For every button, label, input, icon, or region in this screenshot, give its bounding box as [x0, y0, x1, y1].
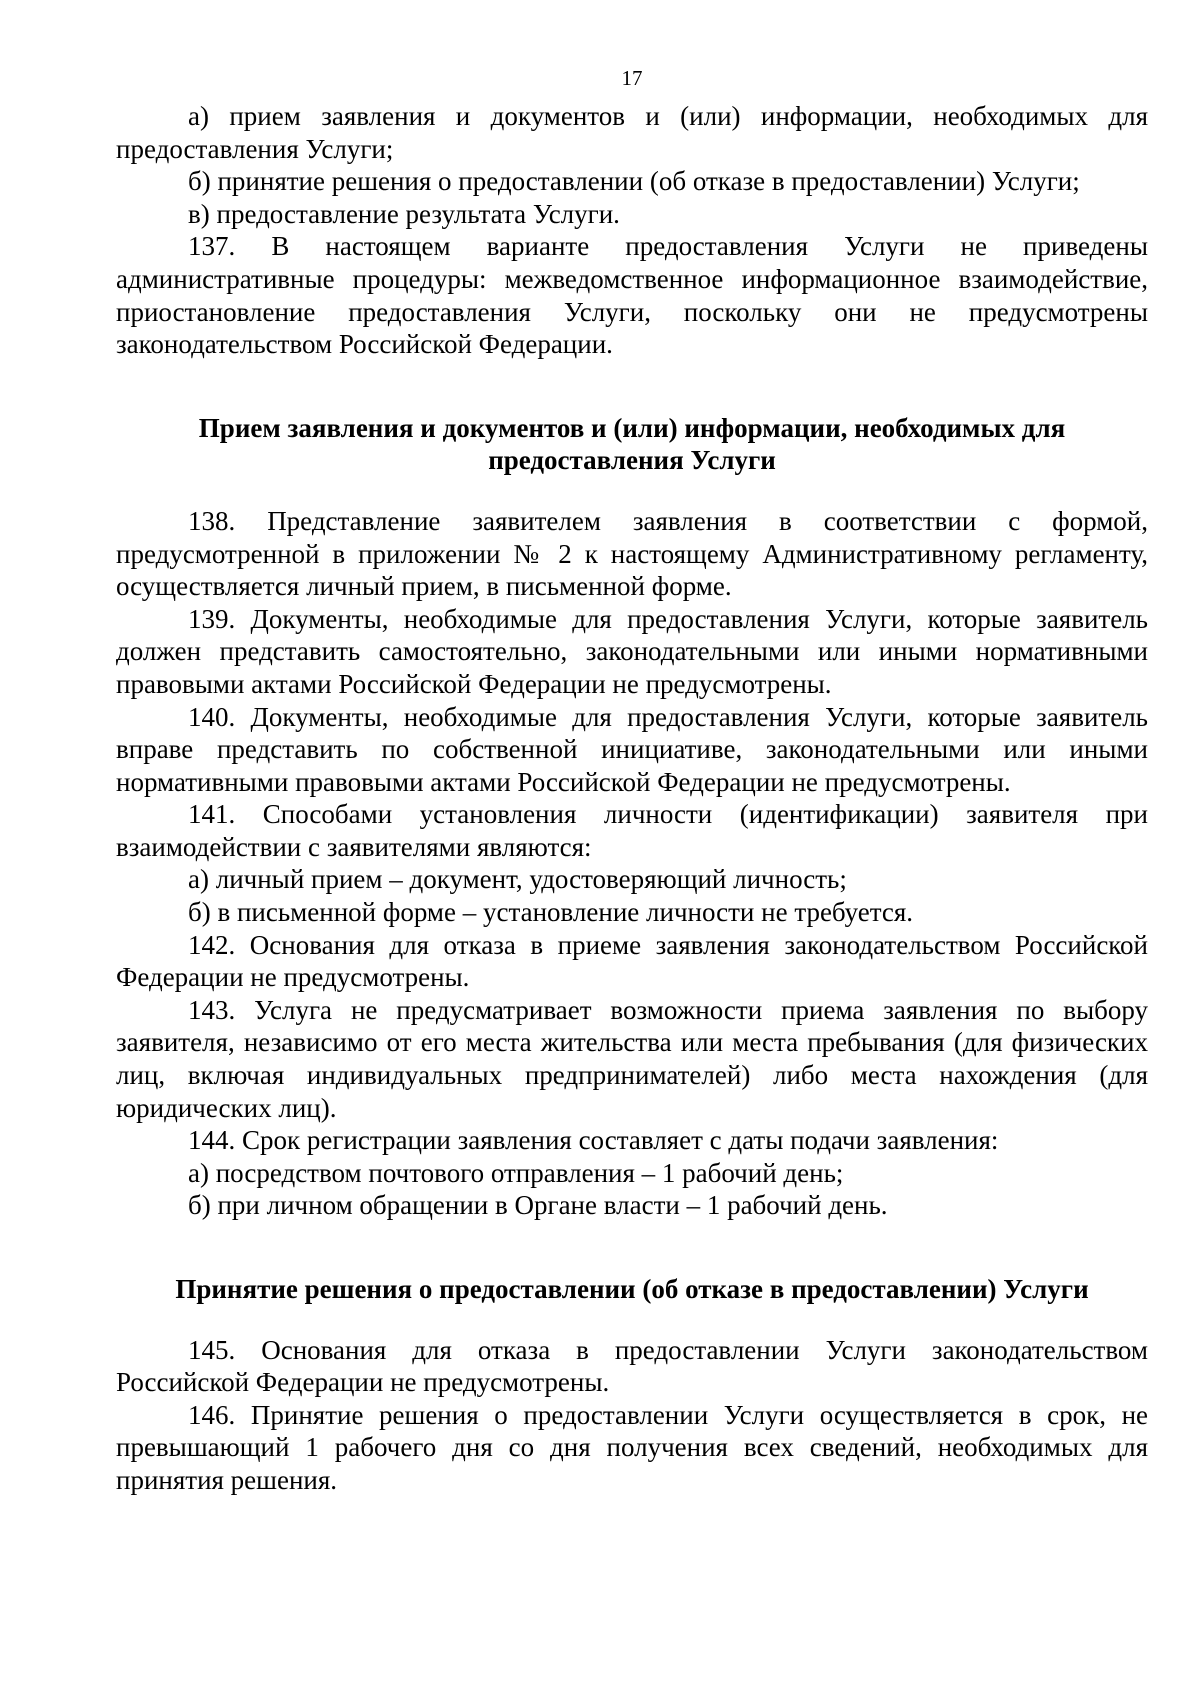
paragraph-143: 143. Услуга не предусматривает возможности приема заявления по выбору заявителя, независимо от его места жительства или места пребывания (для физических лиц, включая индивидуальных предпринимателей) либо места нахождения (для юридических лиц).	[116, 994, 1148, 1123]
section-application-intake-body	[116, 505, 1148, 1222]
paragraph-139: 139. Документы, необходимые для предоставления Услуги, которые заявитель должен представить самостоятельно, законодательными или иными нормативными правовыми актами Российской Федерации не предусмотрены.	[116, 603, 1148, 699]
section-heading-application-intake: Прием заявления и документов и (или) информации, необходимых для предоставления Услуги	[198, 412, 1066, 476]
document-page	[116, 66, 1148, 1497]
paragraph-144: 144. Срок регистрации заявления составляет с даты подачи заявления:	[188, 1125, 999, 1156]
paragraph-item-a: а) прием заявления и документов и (или) информации, необходимых для предоставления Услуги;	[116, 101, 1148, 164]
section-heading-decision: Принятие решения о предоставлении (об отказе в предоставлении) Услуги	[175, 1274, 1089, 1304]
paragraph-144-a: а) посредством почтового отправления – 1 рабочий день;	[188, 1157, 844, 1188]
paragraph-145: 145. Основания для отказа в предоставлении Услуги законодательством Российской Федерации не предусмотрены.	[116, 1334, 1148, 1398]
page-number: 17	[621, 66, 643, 90]
paragraph-141-b: б) в письменной форме – установление личности не требуется.	[188, 897, 914, 928]
paragraph-142: 142. Основания для отказа в приеме заявления законодательством Российской Федерации не предусмотрены.	[116, 929, 1148, 993]
paragraph-138: 138. Представление заявителем заявления в соответствии с формой, предусмотренной в приложении № 2 к настоящему Административному регламенту, осуществляется личный прием, в письменной форме.	[116, 505, 1148, 602]
paragraph-146: 146. Принятие решения о предоставлении Услуги осуществляется в срок, не превышающий 1 рабочего дня со дня получения всех сведений, необходимых для принятия решения.	[116, 1399, 1148, 1495]
paragraph-144-b: б) при личном обращении в Органе власти – 1 рабочий день.	[188, 1190, 888, 1221]
paragraph-item-c: в) предоставление результата Услуги.	[188, 198, 620, 229]
paragraph-141-a: а) личный прием – документ, удостоверяющий личность;	[188, 864, 847, 895]
section-decision-body	[116, 1334, 1148, 1497]
paragraph-140: 140. Документы, необходимые для предоставления Услуги, которые заявитель вправе представить по собственной инициативе, законодательными или иными нормативными правовыми актами Российской Федерации не предусмотрены.	[116, 701, 1148, 797]
paragraph-137: 137. В настоящем варианте предоставления Услуги не приведены административные процедуры: межведомственное информационное взаимодействие, приостановление предоставления Услуги, поскольку они не предусмотрены законодательством Российской Федерации.	[116, 231, 1148, 360]
paragraph-141: 141. Способами установления личности (идентификации) заявителя при взаимодействии с заявителями являются:	[116, 799, 1148, 862]
paragraph-item-b: б) принятие решения о предоставлении (об отказе в предоставлении) Услуги;	[188, 166, 1080, 197]
